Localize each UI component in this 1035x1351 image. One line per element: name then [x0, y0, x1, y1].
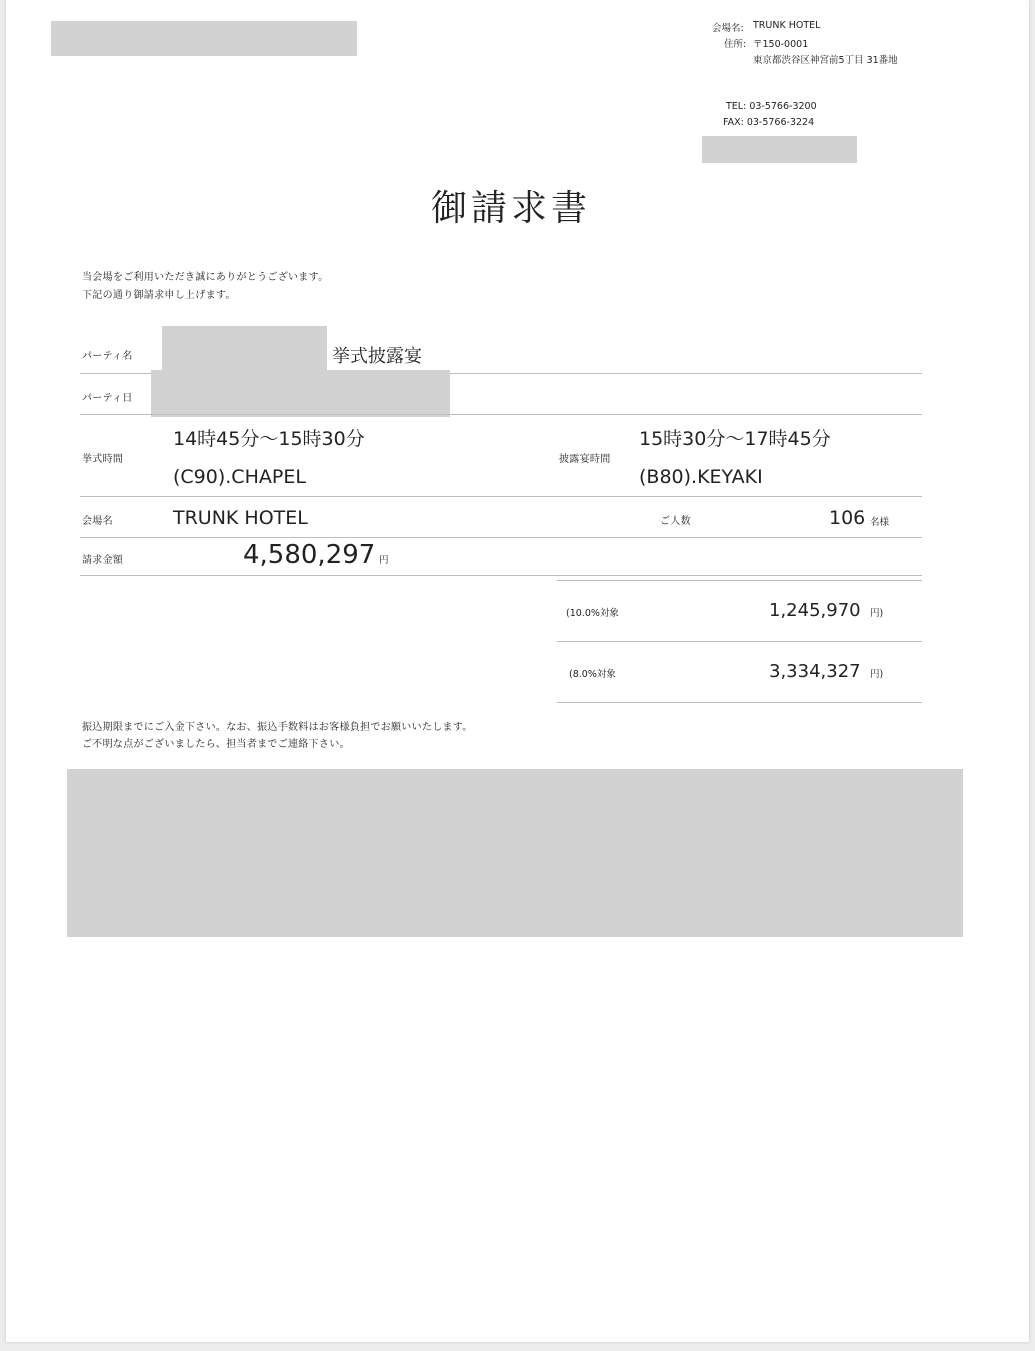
tax10-label: (10.0%対象 — [566, 608, 619, 619]
address-label: 住所: — [724, 39, 747, 50]
tax10-value: 1,245,970 — [769, 600, 861, 621]
reception-time-label: 披露宴時間 — [559, 454, 611, 465]
payment-note-line-2: ご不明な点がございましたら、担当者までご連絡下さい。 — [82, 739, 350, 750]
tax8-value: 3,334,327 — [769, 661, 861, 682]
address-line: 東京都渋谷区神宮前5丁目 31番地 — [753, 55, 898, 66]
amount-value: 4,580,297 — [243, 540, 376, 570]
venue-header-label: 会場名: — [712, 23, 744, 34]
venue-header-name: TRUNK HOTEL — [753, 20, 821, 31]
guests-unit: 名様 — [870, 517, 890, 528]
payment-note-line-1: 振込期限までにご入金下さい。なお、振込手数料はお客様負担でお願いいたします。 — [82, 722, 473, 733]
redacted-party-date — [151, 370, 450, 417]
party-name-value: 挙式披露宴 — [332, 346, 422, 367]
party-name-label: パーティ名 — [82, 351, 133, 362]
reception-room-value: (B80).KEYAKI — [639, 466, 763, 488]
intro-line-1: 当会場をご利用いただき誠にありがとうございます。 — [82, 272, 329, 283]
guests-label: ご人数 — [660, 516, 691, 527]
amount-label: 請求金額 — [82, 555, 124, 566]
ceremony-time-label: 挙式時間 — [82, 454, 124, 465]
divider — [557, 580, 922, 581]
guests-value: 106 — [829, 507, 866, 529]
tax10-unit: 円) — [870, 608, 884, 619]
divider — [80, 537, 922, 538]
divider — [80, 414, 922, 415]
tax8-unit: 円) — [870, 669, 884, 680]
tax8-label: (8.0%対象 — [569, 669, 616, 680]
redacted-block-header-right — [702, 136, 857, 163]
redacted-party-name — [162, 326, 327, 370]
amount-unit: 円 — [379, 555, 389, 566]
tel-number: TEL: 03-5766-3200 — [726, 101, 817, 112]
ceremony-room-value: (C90).CHAPEL — [173, 466, 306, 488]
party-date-label: パーティ日 — [82, 393, 133, 404]
divider — [557, 575, 922, 576]
divider — [557, 641, 922, 642]
postal-code: 〒150-0001 — [753, 39, 809, 50]
ceremony-time-value: 14時45分〜15時30分 — [173, 428, 365, 450]
divider — [557, 702, 922, 703]
fax-number: FAX: 03-5766-3224 — [723, 117, 815, 128]
invoice-page — [6, 0, 1029, 1342]
intro-line-2: 下記の通り御請求申し上げます。 — [82, 290, 236, 301]
redacted-block-bank-info — [67, 769, 963, 937]
reception-time-value: 15時30分〜17時45分 — [639, 428, 831, 450]
venue-value: TRUNK HOTEL — [173, 507, 308, 529]
venue-label: 会場名 — [82, 516, 113, 527]
document-title: 御請求書 — [431, 188, 592, 229]
redacted-block-top-left — [51, 21, 357, 56]
divider — [80, 496, 922, 497]
divider — [80, 575, 560, 576]
